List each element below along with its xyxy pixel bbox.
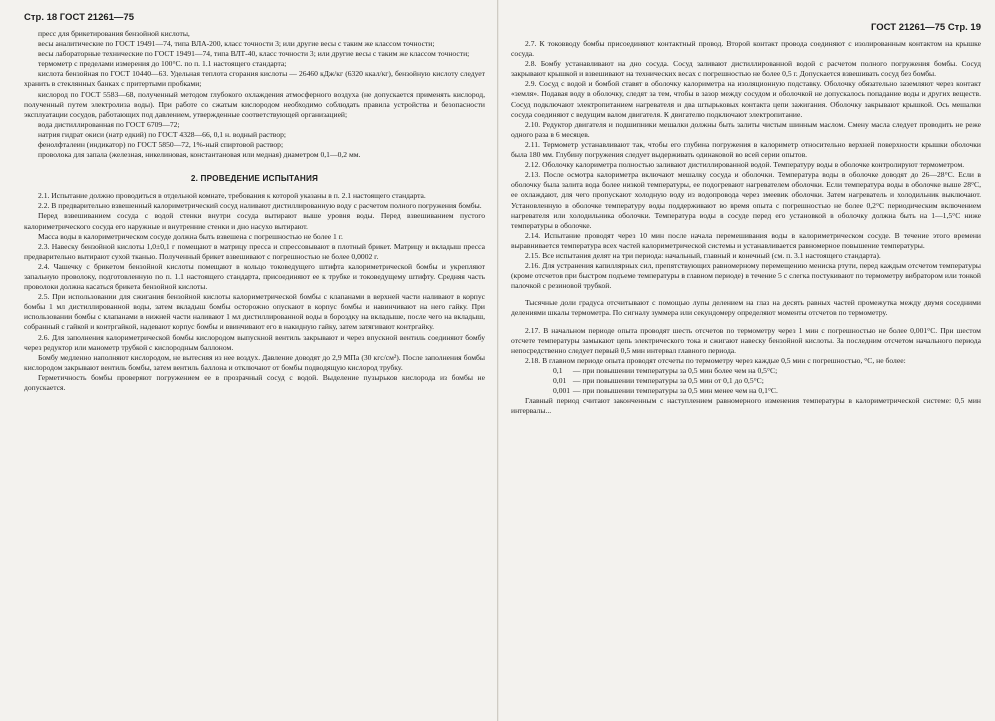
- paragraph: 2.3. Навеску бензойной кислоты 1,0±0,1 г помещают в матрицу пресса и спрессовывают в плотный брикет. Матрицу и вкладыш пресса предварительно вытирают сухой тканью. Полученный брикет взвешивают с погрешностью не более 0,0002 г.: [24, 241, 485, 261]
- equipment-item: проволока для запала (железная, никелиновая, константановая или медная) диаметром 0,1—0,2 мм.: [38, 150, 361, 160]
- paragraph: 2.7. К токовводу бомбы присоединяют контактный провод. Второй контакт провода соединяют с изолированным контактом на крышке сосуда.: [511, 39, 981, 59]
- deflection-value: 0,01: [553, 376, 567, 385]
- deflection-text: при повышении температуры за 0,5 мин менее чем на 0,1°С.: [582, 386, 778, 396]
- paragraph: 2.14. Испытание проводят через 10 мин после начала перемешивания воды в калориметрическом сосуде. В течение этого времени выравнивается температура всех частей калориметрической системы и устанавливается равномерное повышение температуры.: [511, 230, 981, 250]
- paragraph: Бомбу медленно наполняют кислородом, не вытесняя из нее воздух. Давление доводят до 2,9 МПа (30 кгс/см²). После заполнения бомбы кислородом закрывают вентиль бомбы, затем вентиль баллона и отключают от бомбы подводящую кислород трубку.: [24, 352, 485, 372]
- deflection-text: при повышении температуры за 0,5 мин более чем на 0,5°С;: [582, 365, 778, 375]
- paragraph: Главный период считают законченным с наступлением равномерного изменения температуры в калориметрической системе: 0,5 мин интервалы...: [511, 396, 981, 416]
- paragraph: Перед взвешиванием сосуда с водой стенки внутри сосуда вытирают выше уровня воды. Перед взвешиванием пустого калориметрического сосуда его наружные и внутренние стенки и дно насухо вытирают.: [24, 211, 485, 231]
- section-title: 2. ПРОВЕДЕНИЕ ИСПЫТАНИЯ: [190, 174, 319, 184]
- paragraph: 2.9. Сосуд с водой и бомбой ставят в оболочку калориметра на изоляционную подставку. Оболочку обязательно заземляют через контакт «земля». Подавая воду в оболочку, следят за тем, чтобы в зазор между сосудом и оболочкой не допускалось попадание воды и других веществ. Сосуд подключают электропитанием нагревателя и два штырьковых контакта цепи зажигания. Оболочку закрывают крышкой. Ось мешалки сосуда соединяют с ведущим валом двигателя. К двигателю подключают электропитание.: [511, 79, 981, 119]
- deflection-item: 0,01 — при повышении температуры за 0,5 мин от 0,1 до 0,5°С;: [553, 376, 764, 385]
- equipment-item: термометр с пределами измерения до 100°С. по п. 1.1 настоящего стандарта;: [38, 59, 287, 69]
- deflection-text: при повышении температуры за 0,5 мин от 0,1 до 0,5°С;: [582, 376, 764, 385]
- deflection-value: 0,001: [553, 386, 571, 396]
- deflection-value: 0,1: [553, 365, 563, 375]
- equipment-item: весы лабораторные технические по ГОСТ 19491—74, типа ВЛТ-40, класс точности 3; или другие весы с таким же классом точности;: [38, 49, 470, 59]
- paragraph: 2.1. Испытание должно проводиться в отдельной комнате, требования к которой указаны в п. 2.1 настоящего стандарта.: [38, 191, 426, 201]
- equipment-item: весы аналитические по ГОСТ 19491—74, типа ВЛА-200, класс точности 3; или другие весы с таким же классом точности;: [38, 39, 435, 49]
- page-header-right: ГОСТ 21261—75 Стр. 19: [870, 22, 981, 33]
- equipment-item: фенолфталеин (индикатор) по ГОСТ 5850—72, 1%-ный спиртовой раствор;: [38, 140, 284, 150]
- deflection-item: 0,1 — при повышении температуры за 0,5 мин более чем на 0,5°С;: [553, 365, 778, 375]
- paragraph: 2.11. Термометр устанавливают так, чтобы его глубина погружения в калориметр относительно верхней поверхности крышки оболочки была 180 мм. Глубину погружения следует выдерживать одинаковой во всей серии опытов.: [511, 139, 981, 160]
- paragraph: Тысячные доли градуса отсчитывают с помощью лупы делением на глаз на десять равных частей промежутка между двумя соседними делениями шкалы термометра. По сигналу зуммера или секундомеру определяют моменты отсчетов по термометру.: [511, 298, 981, 318]
- paragraph: 2.15. Все испытания делят на три периода: начальный, главный и конечный (см. п. 3.1 настоящего стандарта).: [525, 250, 881, 260]
- paragraph: Герметичность бомбы проверяют погружением ее в прозрачный сосуд с водой. Выделение пузырьков кислорода из бомбы не допускается.: [24, 372, 485, 392]
- paragraph: 2.12. Оболочку калориметра полностью заливают дистиллированной водой. Температуру воды в оболочке контролируют термометром.: [525, 160, 965, 170]
- paragraph: 2.8. Бомбу устанавливают на дно сосуда. Сосуд заливают дистиллированной водой с расчетом полного погружения бомбы. Сосуд закрывают крышкой и взвешивают на технических весах с погрешностью не более 0,5 г. Допускается взвешивать сосуд без бомбы.: [511, 59, 981, 79]
- right-page: [499, 0, 995, 721]
- paragraph: 2.18. В главном периоде опыта проводят отсчеты по термометру через каждые 0,5 мин с погрешностью, °С, не более:: [525, 355, 906, 365]
- paragraph: 2.17. В начальном периоде опыта проводят шесть отсчетов по термометру через 1 мин с погрешностью не более 0,001°С. При шестом отсчете температуры замыкают цепь электрического тока и сжигают навеску бензойной кислоты. За последним отсчетом начального периода непосредственно следует первый 0,5 мин интервал главного периода.: [511, 325, 981, 355]
- paragraph: 2.4. Чашечку с брикетом бензойной кислоты помещают в кольцо токоведущего штифта калориметрической бомбы и укрепляют запальную проволоку, подготовленную по п. 1.1 настоящего стандарта, присоединяют ее к трубке и токоведущему штифту. Средняя часть проволоки должна касаться брикета бензойной кислоты.: [24, 261, 485, 292]
- paragraph: 2.13. После осмотра калориметра включают мешалку сосуда и оболочки. Температура воды в оболочке доводят до 26—28°С. Если в оболочку была залита вода более низкой температуры, ее подогревают нагревателем оболочки. Если температура воды в оболочке выше 28°С, ее охлаждают, для чего пропускают холодную воду из водопровода через змеевик оболочки. Затем нагреватель и холодильник выключают. Установленную в оболочке температуру воды поддерживают во время опыта с погрешностью не более 0,2°С периодическим включением нагревателя или холодильника оболочки. Температура воды в сосуде перед его установкой в оболочку должна быть на 1—1,5°С ниже температуры в оболочке.: [511, 170, 981, 230]
- page-header-left: Стр. 18 ГОСТ 21261—75: [24, 12, 135, 23]
- paragraph: 2.5. При использовании для сжигания бензойной кислоты калориметрической бомбы с клапанами в верхней части наливают в корпус бомбы 1 мл дистиллированной воды, затем вкладыш бомбы осторожно опускают в корпус бомбы и навинчивают на него гайку. При использовании бомбы с клапанами в нижней части наливают 1 мл дистиллированной воды в бороздку на вкладыше, после чего на вкладыш, собранный с гайкой и контргайкой, надевают корпус бомбы и ввинчивают его в накидную гайку, затем затягивают контргайку.: [24, 292, 485, 332]
- paragraph: 2.16. Для устранения капиллярных сил, препятствующих равномерному перемещению мениска ртути, перед каждым отсчетом температуры (кроме отсчетов при быстром подъеме температуры в главном периоде) в течение 5 с слегка постукивают по термометру вибратором или тонкой палочкой с резиновой трубкой.: [511, 261, 981, 291]
- equipment-item: вода дистиллированная по ГОСТ 6709—72;: [38, 119, 180, 129]
- paragraph: 2.10. Редуктор двигателя и подшипники мешалки должны быть залиты чистым шинным маслом. Смену масла следует проводить не реже одного раза в 6 месяцев.: [511, 119, 981, 139]
- paragraph: 2.2. В предварительно взвешенный калориметрический сосуд наливают дистиллированную воду с расчетом полного погружения бомбы.: [38, 201, 482, 211]
- equipment-item: натрия гидрат окиси (натр едкий) по ГОСТ 4328—66, 0,1 н. водный раствор;: [38, 129, 287, 139]
- deflection-item: 0,001 — при повышении температуры за 0,5 мин менее чем на 0,1°С.: [553, 386, 778, 396]
- equipment-item: кислота бензойная по ГОСТ 10440—63. Удельная теплота сгорания кислоты — 26460 кДж/кг (6320 ккал/кг), бензойную кислоту следует хранить в стеклянных банках с притертыми пробками;: [24, 69, 485, 89]
- equipment-item: пресс для брикетирования бензойной кислоты,: [38, 29, 190, 38]
- equipment-item: кислород по ГОСТ 5583—68, полученный методом глубокого охлаждения атмосферного воздуха (не допускается применять кислород, полученный путем электролиза воды). При работе со сжатым кислородом необходимо соблюдать правила устройства и безопасности эксплуатации сосудов, работающих под давлением, утвержденные соответствующей организацией;: [24, 89, 485, 119]
- paragraph: 2.6. Для заполнения калориметрической бомбы кислородом выпускной вентиль закрывают и через впускной вентиль соединяют бомбу через редуктор или манометр трубкой с кислородным баллоном.: [24, 332, 485, 352]
- paragraph: Масса воды в калориметрическом сосуде должна быть взвешена с погрешностью не более 1 г.: [38, 231, 343, 241]
